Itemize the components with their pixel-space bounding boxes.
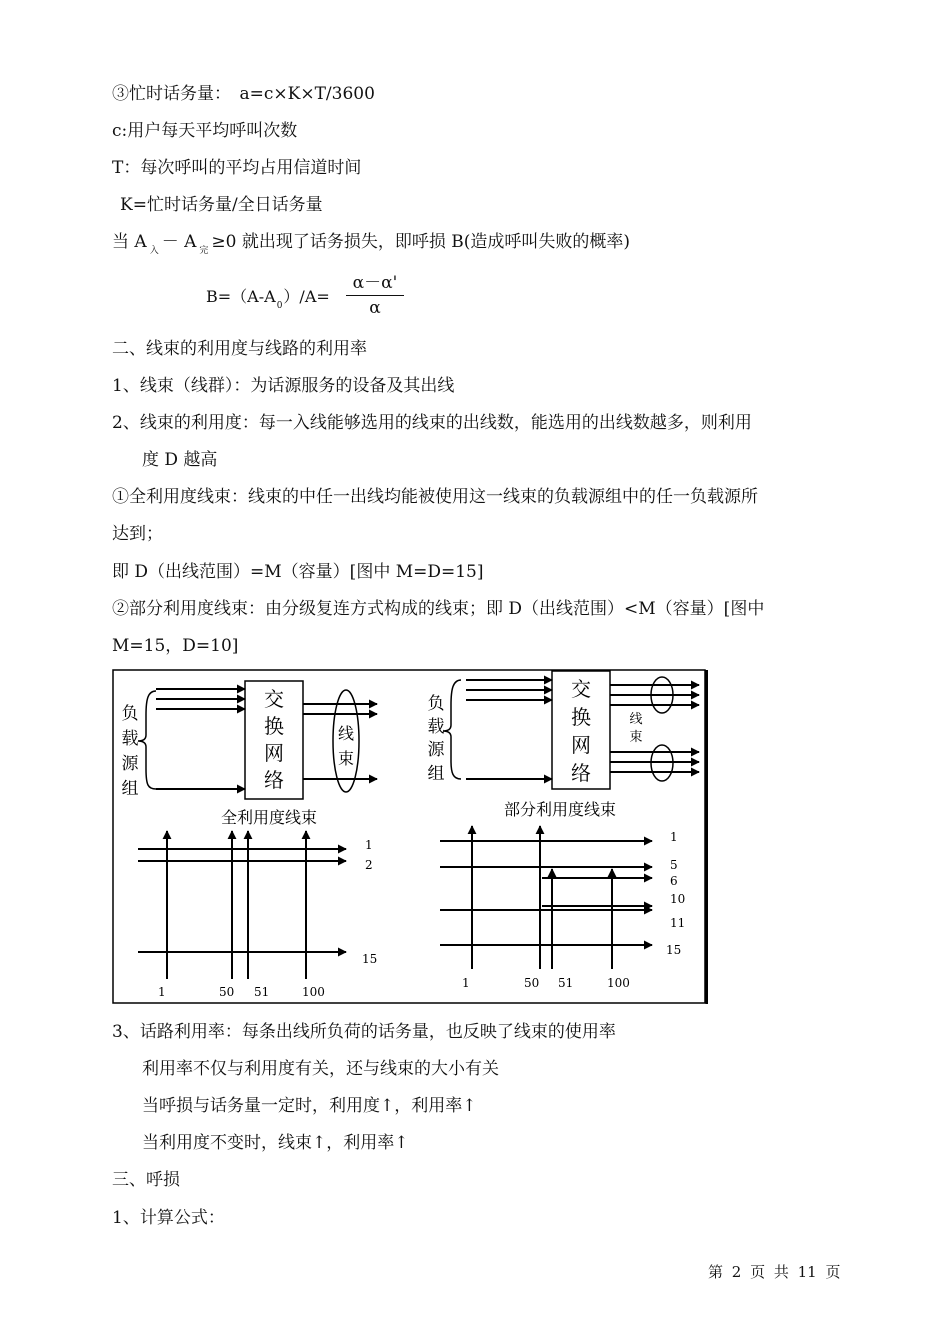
loss-sub-in: 入 <box>149 246 159 256</box>
right-col-label-51: 51 <box>558 976 574 990</box>
right-row-label-11: 11 <box>670 916 686 930</box>
para-partial-availability-a: ②部分利用度线束：由分级复连方式构成的线束；即 D（出线范围）<M（容量）[图中 <box>112 599 765 619</box>
left-col-label-50: 50 <box>219 985 235 999</box>
para-bundle-def: 1、线束（线群）：为话源服务的设备及其出线 <box>112 376 455 396</box>
right-load-char-3: 源 <box>427 740 445 760</box>
para-full-availability-b: 达到； <box>112 524 163 544</box>
right-switch-char-3: 网 <box>571 733 591 757</box>
para-availability-a: 2、线束的利用度：每一入线能够选用的线束的出线数，能选用的出线数越多，则利用 <box>112 413 752 433</box>
left-switch-char-4: 络 <box>264 768 284 792</box>
right-row-label-6: 6 <box>670 874 678 888</box>
left-row-label-1: 1 <box>365 838 373 852</box>
t-definition: T：每次呼叫的平均占用信道时间 <box>112 158 362 178</box>
para-utilization-factors: 利用率不仅与利用度有关，还与线束的大小有关 <box>142 1059 499 1079</box>
right-row-label-1: 1 <box>670 830 678 844</box>
left-grid-title: 全利用度线束 <box>221 808 318 827</box>
bundle-diagram <box>112 669 708 1005</box>
left-switch-char-3: 网 <box>264 741 284 765</box>
para-formula-heading: 1、计算公式： <box>112 1208 225 1228</box>
left-row-label-2: 2 <box>365 858 373 872</box>
left-switch-char-1: 交 <box>264 687 284 711</box>
busy-hour-traffic-line: ③忙时话务量： a=c×K×T/3600 <box>112 84 375 104</box>
left-col-label-51: 51 <box>254 985 270 999</box>
k-definition: K=忙时话务量/全日话务量 <box>120 195 323 215</box>
loss-sub-done: 完 <box>199 246 209 256</box>
section-3-heading: 三、呼损 <box>112 1170 180 1190</box>
c-definition: c:用户每天平均呼叫次数 <box>112 121 298 141</box>
right-row-label-5: 5 <box>670 858 678 872</box>
left-load-char-1: 负 <box>121 704 139 724</box>
right-row-label-10: 10 <box>670 892 686 906</box>
right-switch-char-2: 换 <box>571 705 591 729</box>
para-availability-b: 度 D 越高 <box>142 450 218 470</box>
section-2-heading: 二、线束的利用度与线路的利用率 <box>112 339 367 359</box>
right-load-char-1: 负 <box>427 694 445 714</box>
right-load-char-2: 载 <box>427 717 445 737</box>
right-row-label-15: 15 <box>666 943 682 957</box>
formula-denominator: α <box>369 298 381 318</box>
right-grid-title: 部分利用度线束 <box>504 800 617 819</box>
right-load-char-4: 组 <box>427 764 445 784</box>
right-bundle-char-2: 束 <box>629 730 643 745</box>
para-utilization-rule-1: 当呼损与话务量一定时，利用度↑，利用率↑ <box>142 1096 477 1116</box>
left-bundle-char-1: 线 <box>337 724 355 743</box>
formula-numerator: α－α' <box>346 268 404 296</box>
right-col-label-50: 50 <box>524 976 540 990</box>
para-full-availability-a: ①全利用度线束：线束的中任一出线均能被使用这一线束的负载源组中的任一负载源所 <box>112 487 758 507</box>
formula-sub: 0 <box>276 301 283 311</box>
left-bundle-char-2: 束 <box>337 749 355 768</box>
figure-border <box>113 670 705 1003</box>
loss-mid: － A <box>161 232 197 252</box>
para-line-utilization: 3、话路利用率：每条出线所负荷的话务量，也反映了线束的使用率 <box>112 1022 616 1042</box>
left-load-char-4: 组 <box>121 779 139 799</box>
right-switch-char-1: 交 <box>571 677 591 701</box>
loss-post: ≥0 就出现了话务损失，即呼损 B(造成呼叫失败的概率) <box>211 232 631 252</box>
para-partial-availability-b: M=15，D=10] <box>112 636 239 656</box>
right-bundle-char-1: 线 <box>629 712 643 727</box>
left-switch-char-2: 换 <box>264 714 284 738</box>
para-utilization-rule-2: 当利用度不变时，线束↑，利用率↑ <box>142 1133 409 1153</box>
formula-fraction <box>346 268 404 318</box>
formula-left: B=（A-A <box>206 287 276 306</box>
left-load-char-2: 载 <box>121 729 139 749</box>
right-col-label-100: 100 <box>607 976 630 990</box>
left-row-label-15: 15 <box>362 952 378 966</box>
page-footer: 第 2 页 共 11 页 <box>708 1263 841 1281</box>
traffic-loss-line <box>112 231 630 256</box>
left-load-char-3: 源 <box>121 754 139 774</box>
left-col-label-1: 1 <box>158 985 166 999</box>
formula-right: ）/A= <box>283 287 330 306</box>
para-full-equation: 即 D（出线范围）=M（容量）[图中 M=D=15] <box>112 562 484 582</box>
loss-pre: 当 A <box>112 232 147 252</box>
right-col-label-1: 1 <box>462 976 470 990</box>
left-col-label-100: 100 <box>302 985 325 999</box>
right-switch-char-4: 络 <box>571 761 591 785</box>
